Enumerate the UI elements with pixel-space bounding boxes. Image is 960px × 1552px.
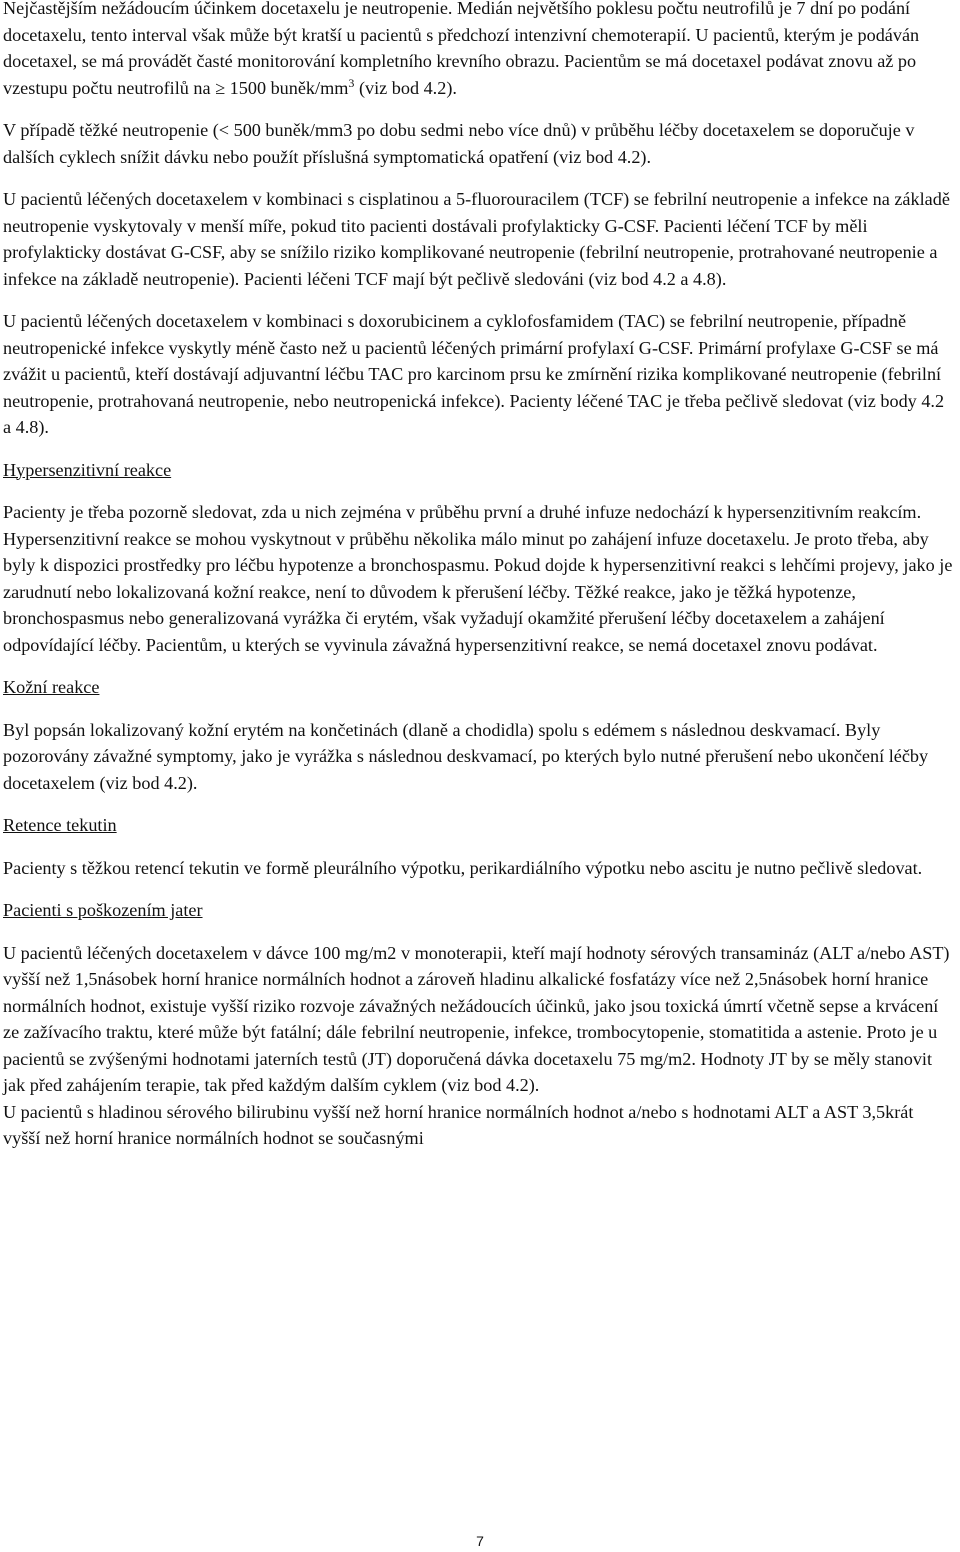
paragraph-skin-reactions: Byl popsán lokalizovaný kožní erytém na končetinách (dlaně a chodidla) spolu s edémem s následnou deskvamací. Byly pozorovány závažné symptomy, jako je vyrážka s následnou deskvamací, po kterých bylo nutné přerušení nebo ukončení léčby docetaxelem (viz bod 4.2). (3, 719, 929, 793)
superscript: 3 (348, 75, 355, 90)
paragraph-tac: U pacientů léčených docetaxelem v kombinaci s doxorubicinem a cyklofosfamidem (TAC) se febrilní neutropenie, případně neutropenické infekce vyskytly méně často než u pacientů léčených primární profylaxí G-CSF. Primární profylaxe G-CSF se má zvážit u pacientů, kteří dostávají adjuvantní léčbu TAC pro karcinom prsu ke zmírnění rizika komplikované neutropenie (febrilní neutropenie, protrahovaná neutropenie, nebo neutropenická infekce). Pacienty léčené TAC je třeba pečlivě sledovat (viz body 4.2 a 4.8). (3, 311, 945, 437)
heading-skin-reactions: Kožní reakce (3, 677, 100, 697)
paragraph-severe-neutropenia: V případě těžké neutropenie (< 500 buněk/mm3 po dobu sedmi nebo více dnů) v průběhu léčby docetaxelem se doporučuje v dalších cyklech snížit dávku nebo použít příslušná symptomatická opatření (viz bod 4.2). (3, 120, 915, 167)
heading-hypersensitivity: Hypersenzitivní reakce (3, 459, 172, 480)
paragraph-fluid-retention: Pacienty s těžkou retencí tekutin ve formě pleurálního výpotku, perikardiálního výpotku nebo ascitu je nutno pečlivě sledovat. (3, 857, 923, 878)
page-number: 7 (476, 1533, 484, 1549)
paragraph-hepatic-bilirubin: U pacientů s hladinou sérového bilirubinu vyšší než horní hranice normálních hodnot a/nebo s hodnotami ALT a AST 3,5krát vyšší než horní hranice normálních hodnot se současnými (3, 1101, 914, 1148)
heading-hepatic-impairment: Pacienti s poškozením jater (3, 900, 203, 920)
paragraph-hypersensitivity: Pacienty je třeba pozorně sledovat, zda u nich zejména v průběhu první a druhé infuze nedochází k hypersenzitivním reakcím. Hypersenzitivní reakce se mohou vyskytnout v průběhu několika málo minut po zahájení infuze docetaxelu. Je proto třeba, aby byly k dispozici prostředky pro léčbu hypotenze a bronchospasmu. Pokud dojde k hypersenzitivní reakci s lehčími projevy, jako je zarudnutí nebo lokalizovaná kožní reakce, není to důvodem k přerušení léčby. Těžké reakce, jako je těžká hypotenze, bronchospasmus nebo generalizovaná vyrážka či erytém, však vyžadují okamžité přerušení léčby docetaxelem a zahájení odpovídající léčby. Pacientům, u kterých se vyvinula závažná hypersenzitivní reakce, se nemá docetaxel znovu podávat. (3, 502, 953, 655)
heading-fluid-retention: Retence tekutin (3, 815, 117, 835)
paragraph-tcf: U pacientů léčených docetaxelem v kombinaci s cisplatinou a 5-fluorouracilem (TCF) se febrilní neutropenie a infekce na základě neutropenie vyskytovaly v menší míře, pokud tito pacienti dostávali profylakticky G-CSF. Pacienti léčení TCF by měli profylakticky dostávat G-CSF, aby se snížilo riziko komplikované neutropenie (febrilní neutropenie, protrahované neutropenie a infekce na základě neutropenie). Pacienti léčeni TCF mají být pečlivě sledováni (viz bod 4.2 a 4.8). (3, 189, 950, 289)
paragraph-text-end: (viz bod 4.2). (354, 77, 457, 98)
paragraph-text: Nejčastějším nežádoucím účinkem docetaxelu je neutropenie. Medián největšího poklesu počtu neutrofilů je 7 dní po podání docetaxelu, tento interval však může být kratší u pacientů s předchozí intenzivní chemoterapií. U pacientů, kterým je podáván docetaxel, se má provádět časté monitorování kompletního krevního obrazu. Pacientům se má docetaxel podávat znovu až po vzestupu počtu neutrofilů na ≥ 1500 buněk/mm (3, 0, 920, 98)
document-page (3, 0, 955, 1152)
paragraph-hepatic-impairment: U pacientů léčených docetaxelem v dávce 100 mg/m2 v monoterapii, kteří mají hodnoty sérových transamináz (ALT a/nebo AST) vyšší než 1,5násobek horní hranice normálních hodnot a zároveň hladinu alkalické fosfatázy více než 2,5násobek horní hranice normálních hodnot, existuje vyšší riziko rozvoje závažných nežádoucích účinků, jako jsou toxická úmrtí včetně sepse a krvácení ze zažívacího traktu, které může být fatální; dále febrilní neutropenie, infekce, trombocytopenie, stomatitida a astenie. Proto je u pacientů se zvýšenými hodnotami jaterních testů (JT) doporučená dávka docetaxelu 75 mg/m2. Hodnoty JT by se měly stanovit jak před zahájením terapie, tak před každým dalším cyklem (viz bod 4.2). (3, 942, 950, 1095)
paragraph-neutropenia-monitoring (3, 0, 955, 101)
